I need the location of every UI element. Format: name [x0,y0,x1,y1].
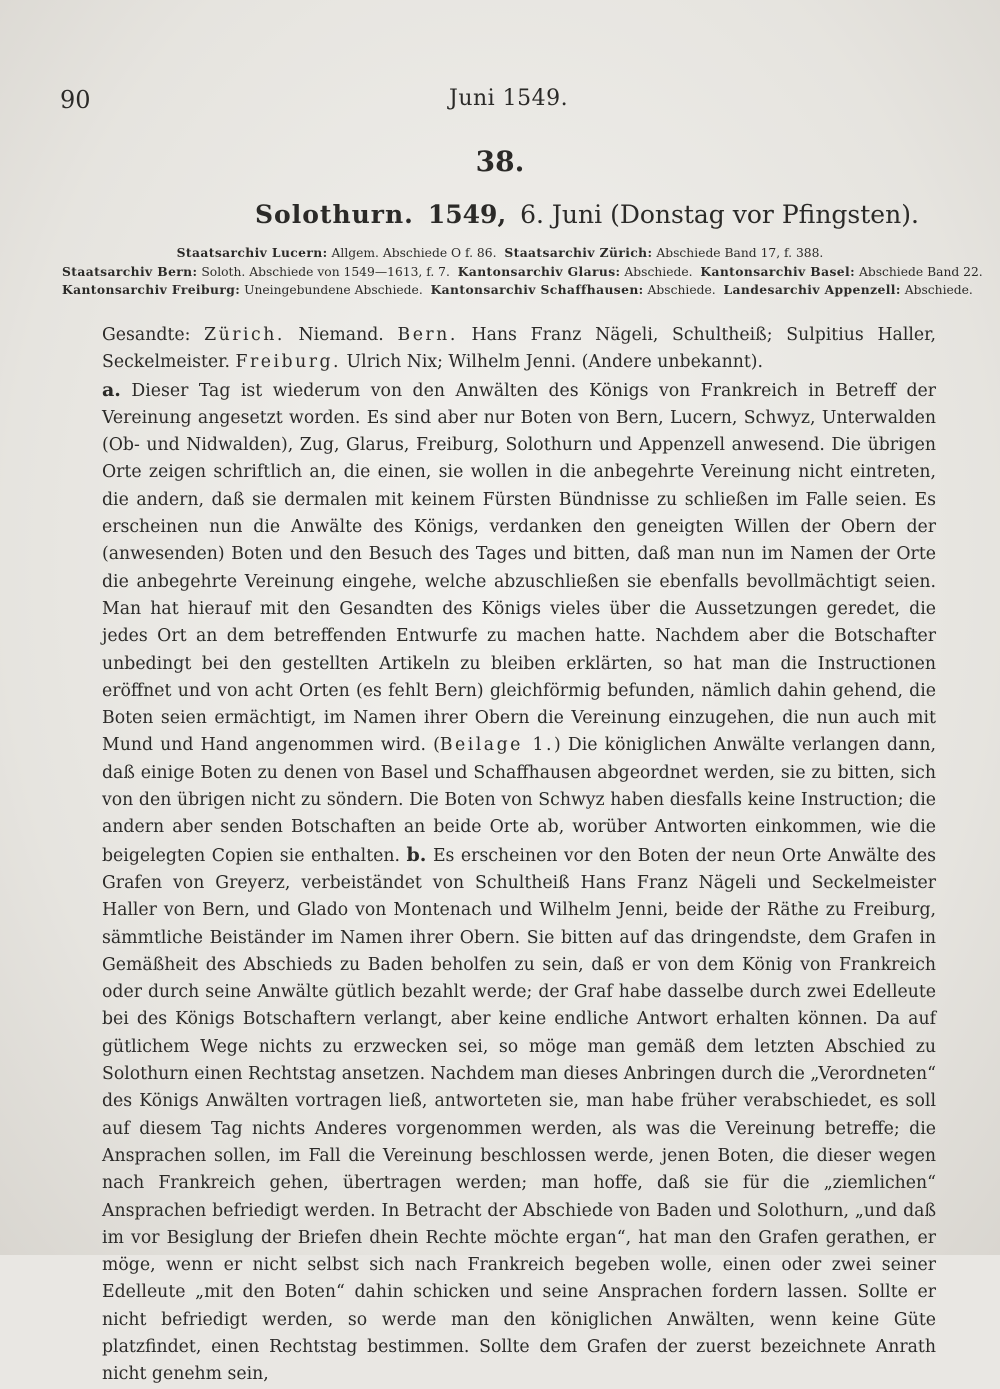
archive-reference: Abschiede Band 17, f. 388. [656,246,824,260]
archive-reference: Uneingebundene Abschiede. [244,283,423,297]
archive-line [62,244,938,263]
archive-reference: Abschiede. [624,264,693,279]
section-a-text-continued: ) Die königlichen Anwälte verlangen dann, daß einige Boten zu denen von Basel und Schaffhausen abgeordnet werden, sie zu bitten, sich von den übrigen nicht zu söndern. Die Boten von Schwyz haben diesfalls keine Instruction; die andern aber senden Botschaften an beide Orte ab, worüber Antworten einkommen, wie die beigelegten Copien sie enthalten. [102,735,936,866]
document-place: Solothurn. [255,200,414,229]
archive-label: Kantonsarchiv Schaffhausen: [430,282,644,297]
archive-reference: Abschiede. [647,283,716,297]
section-a-text: Dieser Tag ist wiederum von den Anwälten des Königs von Frankreich in Betreff der Vereinung angesetzt worden. Es sind aber nur Boten von Bern, Lucern, Schwyz, Unterwalden (Ob- und Nidwalden), Zug, Glarus, Freiburg, Solothurn und Appenzell anwesend. Die übrigen Orte zeigen schriftlich an, die einen, sie wollen in die anbegehrte Vereinung nicht eintreten, die andern, daß sie dermalen mit keinem Fürsten Bündnisse zu schließen im Falle seien. Es erscheinen nun die Anwälte des Königs, verdanken den geneigten Willen der Obern der (anwesenden) Boten und den Besuch des Tages und bitten, daß man nun im Namen der Orte die anbegehrte Vereinung eingehe, welche abzuschließen sie ebenfalls bevollmächtigt seien. Man hat hierauf mit den Gesandten des Königs vieles über die Aussetzungen geredet, die jedes Ort an dem betreffenden Entwurfe zu machen hatte. Nachdem aber die Botschafter unbedingt bei den gestellten Artikeln zu bleiben erklärten, so hat man die Instructionen eröffnet und von acht Orten (es fehlt Bern) gleichförmig befunden, nämlich dahin gehend, die Boten seien ermächtigt, im Namen ihrer Obern die Vereinung einzugehen, die nun auch mit Mund und Hand angenommen wird. ( [102,380,936,756]
archive-label: Kantonsarchiv Basel: [700,263,856,279]
archive-reference: Abschiede. [904,283,973,297]
archive-line [62,263,983,282]
section-b-marker: b. [406,843,427,866]
canton-bern: Bern. [397,325,458,345]
envoys-intro: Gesandte: [102,325,191,345]
canton-freiburg: Freiburg. [235,352,342,373]
envoy-zurich: Niemand. [298,325,384,345]
envoys-paragraph [66,322,936,377]
document-title [255,200,919,229]
archive-label: Staatsarchiv Lucern: [176,245,328,260]
envoy-freiburg: Ulrich Nix; Wilhelm Jenni. (Andere unbekannt). [346,352,764,373]
running-head: Juni 1549. [449,86,569,111]
archive-sources [62,244,983,300]
document-body [66,322,936,1389]
envoy-bern: Hans Franz Nägeli, Schultheiß; Sulpitius Haller, Seckelmeister. [102,325,936,373]
archive-line [62,281,973,300]
section-b-text: Es erscheinen vor den Boten der neun Orte Anwälte des Grafen von Greyerz, verbeiständet von Schultheiß Hans Franz Nägeli und Seckelmeister Haller von Bern, und Glado von Montenach und Wilhelm Jenni, beide der Räthe zu Freiburg, sämmtliche Beiständer im Namen ihrer Obern. Sie bitten auf das dringendste, dem Grafen in Gemäßheit des Abschieds zu Baden beholfen zu sein, daß er von dem König von Frankreich oder durch seine Anwälte gütlich bezahlt werde; der Graf habe dasselbe durch zwei Edelleute bei des Königs Botschaftern verlangt, aber keine endliche Antwort erhalten können. Da auf gütlichem Wege nichts zu erzwecken sei, so möge man gemäß dem letzten Abschied zu Solothurn einen Rechtstag ansetzen. Nachdem man dieses Anbringen durch die „Verordneten“ des Königs Anwälten vortragen ließ, antworteten sie, man habe früher verabschiedet, es soll auf diesem Tag nichts Anderes vorgenommen werden, als was die Vereinung betreffe; die Ansprachen sollen, im Fall die Vereinung beschlossen werde, jenen Boten, die dieser wegen nach Frankreich gehen, übertragen werden; man hoffe, daß sie für die „ziemlichen“ Ansprachen befriedigt werden. In Betracht der Abschiede von Baden und Solothurn, „und daß im vor Besiglung der Briefen dhein Rechte möchte ergan“, hat man den Grafen gerathen, er möge, wenn er nicht selbst sich nach Frankreich begeben wolle, einen oder zwei seiner Edelleute „mit den Boten“ dahin schicken und seine Ansprachen fordern lassen. Sollte er nicht befriedigt werden, so werde man den königlichen Anwälten, wenn keine Güte platzfindet, einen Rechtstag bestimmen. Sollte dem Grafen der zuerst bezeichnete Anrath nicht genehm sein, [102,845,936,1385]
archive-reference: Soloth. Abschiede von 1549—1613, f. 7. [201,264,450,279]
archive-label: Staatsarchiv Bern: [62,263,198,279]
archive-label: Landesarchiv Appenzell: [723,282,901,297]
document-number: 38. [475,145,525,178]
canton-zurich: Zürich. [204,325,285,345]
document-date: 6. Juni (Donstag vor Pfingsten). [520,200,919,229]
archive-label: Kantonsarchiv Glarus: [457,263,621,279]
beilage-reference: Beilage 1. [439,735,555,756]
page-number: 90 [60,86,91,114]
section-a-marker: a. [102,378,121,401]
archive-reference: Abschiede Band 22. [858,264,983,279]
archive-label: Staatsarchiv Zürich: [504,245,653,260]
archive-reference: Allgem. Abschiede O f. 86. [331,246,497,260]
archive-label: Kantonsarchiv Freiburg: [62,282,241,297]
document-year: 1549, [427,200,507,229]
section-a-paragraph [66,377,936,1389]
